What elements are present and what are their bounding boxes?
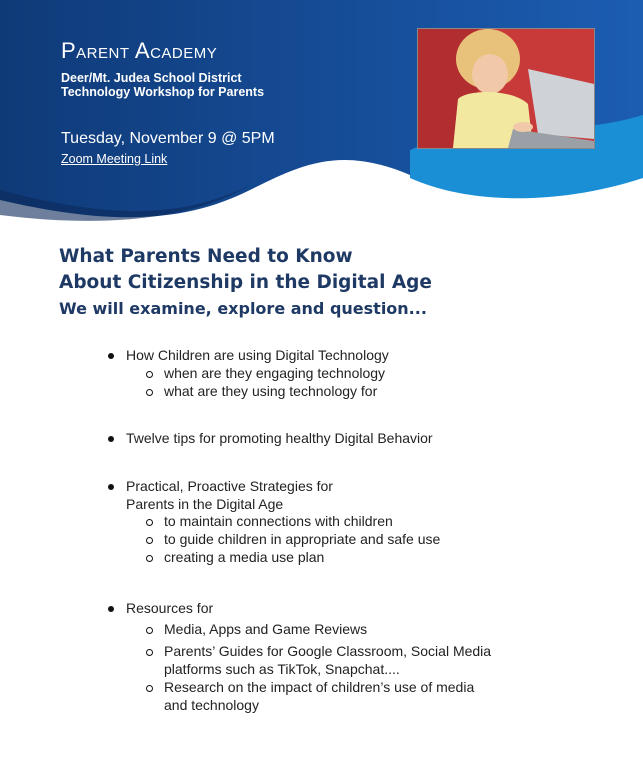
circle-bullet-icon — [146, 519, 153, 526]
headline-line-2: About Citizenship in the Digital Age — [59, 272, 432, 293]
circle-bullet-icon — [146, 627, 153, 634]
bullet-icon — [108, 484, 114, 490]
child-laptop-photo — [417, 28, 595, 149]
sub-list-item: Parents’ Guides for Google Classroom, Social Media — [164, 643, 492, 659]
circle-bullet-icon — [146, 685, 153, 692]
list-item: Practical, Proactive Strategies for — [126, 478, 333, 494]
sub-list-item: when are they engaging technology — [164, 365, 386, 381]
sub-list-item: to maintain connections with children — [164, 513, 393, 529]
zoom-meeting-link[interactable]: Zoom Meeting Link — [61, 152, 168, 166]
sub-list-item-continued: and technology — [164, 697, 259, 713]
circle-bullet-icon — [146, 389, 153, 396]
bullet-icon — [108, 436, 114, 442]
sub-list-item: what are they using technology for — [164, 383, 378, 399]
academy-title: Parent Academy — [61, 38, 218, 63]
list-item-continued: Parents in the Digital Age — [126, 496, 284, 512]
sub-list-item: Media, Apps and Game Reviews — [164, 621, 368, 637]
sub-list-item-continued: platforms such as TikTok, Snapchat.... — [164, 661, 400, 677]
circle-bullet-icon — [146, 649, 153, 656]
headline-line-3: We will examine, explore and question... — [59, 299, 427, 318]
sub-list-item: creating a media use plan — [164, 549, 325, 565]
workshop-subtitle: Technology Workshop for Parents — [61, 85, 265, 99]
headline-line-1: What Parents Need to Know — [59, 246, 353, 267]
event-date: Tuesday, November 9 @ 5PM — [61, 130, 275, 147]
circle-bullet-icon — [146, 371, 153, 378]
list-item: Twelve tips for promoting healthy Digital Behavior — [126, 430, 433, 446]
list-item: Resources for — [126, 600, 214, 616]
sub-list-item: to guide children in appropriate and safe use — [164, 531, 441, 547]
circle-bullet-icon — [146, 555, 153, 562]
sub-list-item: Research on the impact of children’s use of media — [164, 679, 475, 695]
list-item: How Children are using Digital Technology — [126, 347, 389, 363]
bullet-icon — [108, 606, 114, 612]
circle-bullet-icon — [146, 537, 153, 544]
bullet-icon — [108, 353, 114, 359]
district-name: Deer/Mt. Judea School District — [61, 71, 242, 85]
